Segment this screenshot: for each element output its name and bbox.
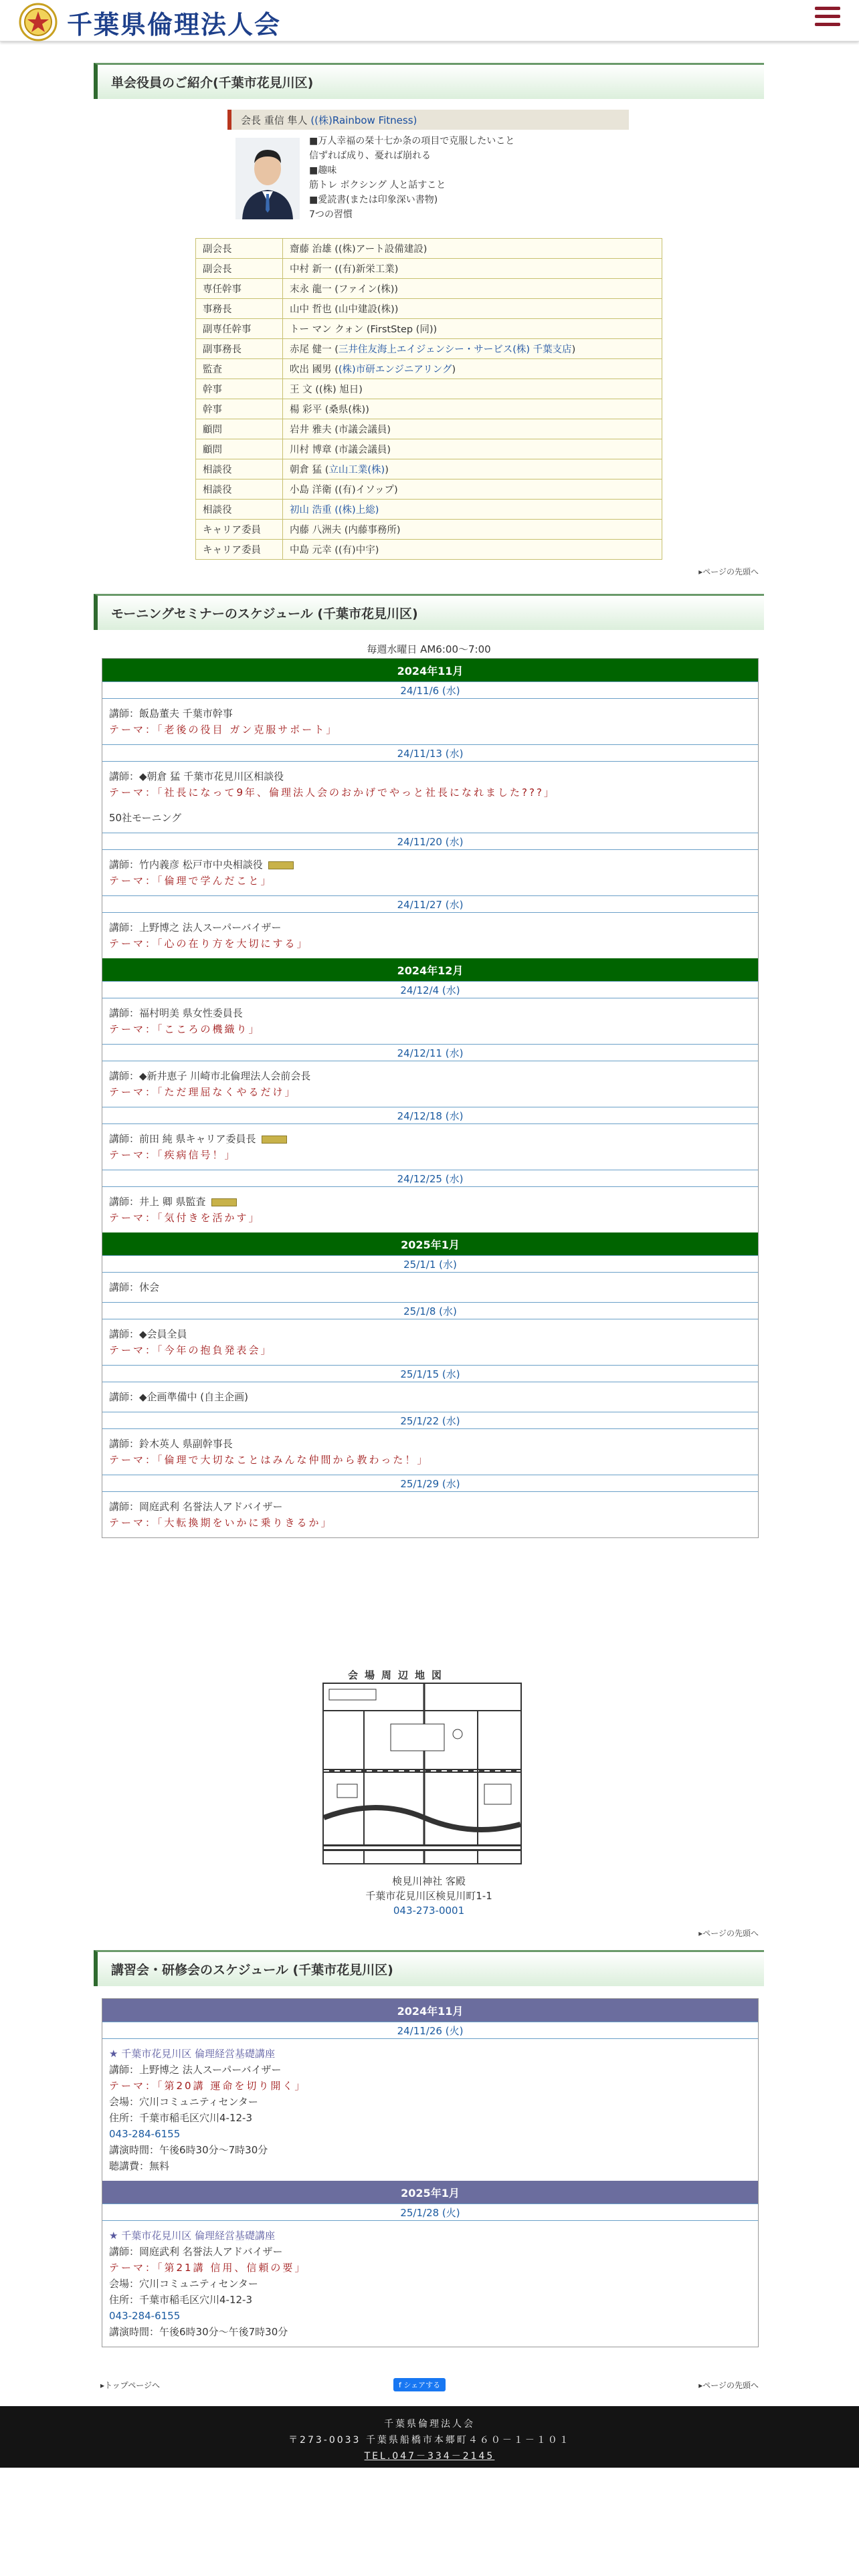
month-header: 2025年1月: [102, 1232, 758, 1255]
venue-info: [94, 1874, 764, 1918]
top-page-link[interactable]: ▸トップページへ: [100, 2381, 160, 2390]
schedule-entry: [102, 850, 758, 895]
officer-row: [196, 479, 662, 500]
officer-company-link[interactable]: 初山 浩重 ((株)上総): [290, 505, 379, 516]
seminar-title[interactable]: ★ 千葉市花見川区 倫理経営基礎講座: [109, 2048, 275, 2060]
date-header: 24/11/20 (水): [102, 833, 758, 850]
schedule-entry: [102, 1319, 758, 1365]
note: 50社モーニング: [109, 812, 182, 824]
officers-heading: 単会役員のご紹介(千葉市花見川区): [94, 63, 764, 99]
date-header: 24/11/27 (水): [102, 895, 758, 913]
map-title: 会場周辺地図: [348, 1669, 449, 1681]
training-heading: 講習会・研修会のスケジュール (千葉市花見川区): [94, 1950, 764, 1986]
officer-row: [196, 319, 662, 339]
page-top-link[interactable]: ▸ページの先頭へ: [698, 567, 759, 576]
fee: 聴講費：無料: [109, 2160, 170, 2172]
schedule-entry: [102, 1382, 758, 1412]
footer-name: 千葉県倫理法人会: [384, 2419, 475, 2430]
officer-row: [196, 299, 662, 319]
date-header: 24/11/26 (火): [102, 2022, 758, 2039]
officer-role: 幹事: [196, 399, 283, 419]
officer-role: 副事務長: [196, 339, 283, 359]
theme: テーマ：「老後の役目 ガン克服サポート」: [109, 724, 339, 736]
officer-name: トー マン クォン (FirstStep (同)): [283, 319, 662, 339]
tel-link[interactable]: 043-284-6155: [109, 2128, 181, 2140]
date-header: 24/11/6 (水): [102, 681, 758, 699]
officer-role: 副会長: [196, 259, 283, 279]
theme: テーマ：「疾病信号！」: [109, 1149, 237, 1161]
theme: テーマ：「ただ理屈なくやるだけ」: [109, 1086, 297, 1098]
schedule-entry: [102, 1492, 758, 1537]
speaker: 講師：前田 純 県キャリア委員長: [109, 1131, 751, 1147]
address: 住所：千葉市稲毛区穴川4-12-3: [109, 2294, 253, 2306]
footer-address: 〒273-0033 千葉県船橋市本郷町４６０－１－１０１: [288, 2435, 571, 2446]
theme: テーマ：「大転換期をいかに乗りきるか」: [109, 1517, 333, 1529]
tel-link[interactable]: 043-284-6155: [109, 2310, 181, 2322]
seminar-entry: [102, 2039, 758, 2181]
date-header: 24/11/13 (水): [102, 744, 758, 762]
officer-row: [196, 520, 662, 540]
date-header: 25/1/28 (火): [102, 2204, 758, 2221]
venue-address: 千葉市花見川区検見川町1-1: [365, 1890, 492, 1902]
morning-heading: モーニングセミナーのスケジュール (千葉市花見川区): [94, 594, 764, 630]
officer-name: 末永 龍一 (ファイン(株)): [283, 279, 662, 299]
officer-name: 小島 洋衛 ((有)イソップ): [283, 479, 662, 500]
officer-name: 齋藤 治雄 ((株)アート設備建設): [283, 239, 662, 259]
officer-name: 山中 哲也 (山中建設(株)): [283, 299, 662, 319]
officer-row: [196, 239, 662, 259]
schedule-entry: [102, 1429, 758, 1475]
officer-row: [196, 399, 662, 419]
site-header: [0, 0, 859, 41]
schedule-entry: [102, 1124, 758, 1170]
profile-badge-icon[interactable]: [268, 861, 294, 869]
officer-name: 朝倉 猛 (立山工業(株)): [283, 459, 662, 479]
officer-role: 相談役: [196, 459, 283, 479]
schedule-entry: [102, 998, 758, 1044]
officer-name: 岩井 雅夫 (市議会議員): [283, 419, 662, 439]
officer-row: [196, 379, 662, 399]
president-photo: [235, 138, 300, 219]
officer-role: 監査: [196, 359, 283, 379]
officers-section: [94, 63, 764, 578]
officer-name: 楊 彩平 (桑県(株)): [283, 399, 662, 419]
schedule-entry: [102, 1061, 758, 1107]
date-header: 24/12/11 (水): [102, 1044, 758, 1061]
officer-row: [196, 419, 662, 439]
officer-name: 内藤 八洲夫 (内藤事務所): [283, 520, 662, 540]
officer-company-link[interactable]: (株)市研エンジニアリング: [338, 364, 452, 375]
speaker: 講師：井上 卿 県監査: [109, 1194, 751, 1210]
speaker: 講師：◆企画準備中 (自主企画): [109, 1391, 249, 1403]
page-top-link[interactable]: ▸ページの先頭へ: [698, 2381, 759, 2390]
venue: 会場：穴川コミュニティセンター: [109, 2278, 258, 2290]
officer-name: 王 文 ((株) 旭日): [283, 379, 662, 399]
seminar-title[interactable]: ★ 千葉市花見川区 倫理経営基礎講座: [109, 2230, 275, 2242]
date-header: 25/1/22 (水): [102, 1412, 758, 1429]
president-bar: [227, 110, 629, 130]
schedule-entry: [102, 699, 758, 744]
training-section: [94, 1950, 764, 2378]
share-button[interactable]: f シェアする: [393, 2378, 446, 2391]
date-header: 24/12/18 (水): [102, 1107, 758, 1124]
speaker: 講師：鈴木英人 県副幹事長: [109, 1438, 233, 1450]
theme: テーマ：「今年の抱負発表会」: [109, 1344, 273, 1356]
speaker: 講師：岡庭武利 名誉法人アドバイザー: [109, 2246, 283, 2258]
theme: テーマ：「第20講 運命を切り開く」: [109, 2080, 307, 2092]
officer-row: [196, 500, 662, 520]
morning-seminar-section: [94, 594, 764, 1938]
seminar-entry: [102, 2221, 758, 2347]
officer-name: [283, 500, 662, 520]
speaker: 講師：◆新井恵子 川崎市北倫理法人会前会長: [109, 1070, 311, 1082]
month-header: 2024年11月: [102, 659, 758, 681]
schedule-entry: [102, 1273, 758, 1302]
speaker: 講師：竹内義彦 松戸市中央相談役: [109, 857, 751, 873]
officer-role: 幹事: [196, 379, 283, 399]
lecture-time: 講演時間：午後6時30分〜7時30分: [109, 2144, 268, 2156]
officer-row: [196, 359, 662, 379]
president-company-link[interactable]: ((株)Rainbow Fitness): [310, 114, 417, 126]
officer-name: 中島 元幸 ((有)中宇): [283, 540, 662, 560]
venue-tel[interactable]: 043-273-0001: [393, 1905, 465, 1917]
date-header: 24/12/25 (水): [102, 1170, 758, 1187]
theme: テーマ：「倫理で大切なことはみんな仲間から教わった！」: [109, 1454, 430, 1466]
officer-role: 相談役: [196, 479, 283, 500]
footer-tel[interactable]: TEL.047－334－2145: [364, 2451, 495, 2462]
officer-row: [196, 259, 662, 279]
officer-role: 副専任幹事: [196, 319, 283, 339]
morning-time: 毎週水曜日 AM6:00〜7:00: [367, 643, 491, 655]
officer-name: 吹出 國男 ((株)市研エンジニアリング): [283, 359, 662, 379]
page-top-link[interactable]: ▸ページの先頭へ: [698, 1929, 759, 1938]
date-header: 25/1/29 (水): [102, 1475, 758, 1492]
theme: テーマ：「こころの機織り」: [109, 1023, 261, 1035]
speaker: 講師：上野博之 法人スーパーバイザー: [109, 922, 282, 934]
speaker: 講師：岡庭武利 名誉法人アドバイザー: [109, 1501, 283, 1513]
profile-badge-icon[interactable]: [211, 1198, 237, 1206]
venue-map[interactable]: [322, 1683, 522, 1864]
training-schedule: [102, 1998, 759, 2347]
date-header: 25/1/15 (水): [102, 1365, 758, 1382]
officer-role: 副会長: [196, 239, 283, 259]
venue-name: 検見川神社 客殿: [392, 1875, 466, 1887]
schedule-entry: [102, 913, 758, 958]
address: 住所：千葉市稲毛区穴川4-12-3: [109, 2112, 253, 2124]
facebook-icon: f: [399, 2381, 401, 2389]
lecture-time: 講演時間：午後6時30分〜午後7時30分: [109, 2326, 288, 2338]
theme: テーマ：「気付きを活かす」: [109, 1212, 261, 1224]
officer-role: 事務長: [196, 299, 283, 319]
officer-role: 顧問: [196, 419, 283, 439]
theme: テーマ：「第21講 信用、信頼の要」: [109, 2262, 307, 2274]
officer-role: 相談役: [196, 500, 283, 520]
officer-name: 中村 新一 ((有)新栄工業): [283, 259, 662, 279]
logo-icon[interactable]: [19, 3, 58, 41]
president-description: ■万人幸福の栞十七か条の項目で克服したいこと 信ずれば成り、憂れば崩れる ■趣味 筋トレ ボクシング 人と話すこと ■愛読書(または印象深い書物) 7つの習慣: [309, 136, 515, 220]
profile-badge-icon[interactable]: [262, 1136, 287, 1144]
officer-row: [196, 459, 662, 479]
schedule-entry: [102, 1187, 758, 1232]
month-header: 2024年11月: [102, 1999, 758, 2022]
theme: テーマ：「心の在り方を大切にする」: [109, 938, 309, 950]
month-header: 2024年12月: [102, 958, 758, 981]
president-name: 会長 重信 隼人: [241, 114, 308, 126]
officer-role: キャリア委員: [196, 540, 283, 560]
site-title[interactable]: 千葉県倫理法人会: [67, 9, 282, 39]
speaker: 講師：◆会員全員: [109, 1328, 187, 1340]
officer-row: [196, 540, 662, 560]
officer-company-link[interactable]: 立山工業(株): [328, 465, 385, 475]
date-header: 24/12/4 (水): [102, 981, 758, 998]
officer-row: [196, 339, 662, 359]
site-footer: [0, 2406, 859, 2468]
menu-icon[interactable]: [815, 7, 840, 28]
venue: 会場：穴川コミュニティセンター: [109, 2096, 258, 2108]
speaker: 講師：◆朝倉 猛 千葉市花見川区相談役: [109, 770, 284, 782]
theme: テーマ：「倫理で学んだこと」: [109, 875, 273, 887]
officer-table: [195, 238, 662, 560]
date-header: 25/1/8 (水): [102, 1302, 758, 1319]
speaker: 講師：休会: [109, 1281, 160, 1293]
officer-role: キャリア委員: [196, 520, 283, 540]
schedule-entry: [102, 762, 758, 833]
officer-name: 赤尾 健一 (三井住友海上エイジェンシー・サービス(株) 千葉支店): [283, 339, 662, 359]
officer-row: [196, 439, 662, 459]
officer-role: 顧問: [196, 439, 283, 459]
officer-name: 川村 博章 (市議会議員): [283, 439, 662, 459]
month-header: 2025年1月: [102, 2181, 758, 2204]
speaker: 講師：上野博之 法人スーパーバイザー: [109, 2064, 282, 2076]
morning-schedule: [102, 658, 759, 1538]
officer-row: [196, 279, 662, 299]
date-header: 25/1/1 (水): [102, 1255, 758, 1273]
officer-role: 専任幹事: [196, 279, 283, 299]
speaker: 講師：福村明美 県女性委員長: [109, 1007, 243, 1019]
speaker: 講師：飯島董夫 千葉市幹事: [109, 708, 233, 720]
officer-company-link[interactable]: 三井住友海上エイジェンシー・サービス(株) 千葉支店: [338, 344, 572, 355]
theme: テーマ：「社長になって9年、倫理法人会のおかげでやっと社長になれました???」: [109, 786, 556, 798]
